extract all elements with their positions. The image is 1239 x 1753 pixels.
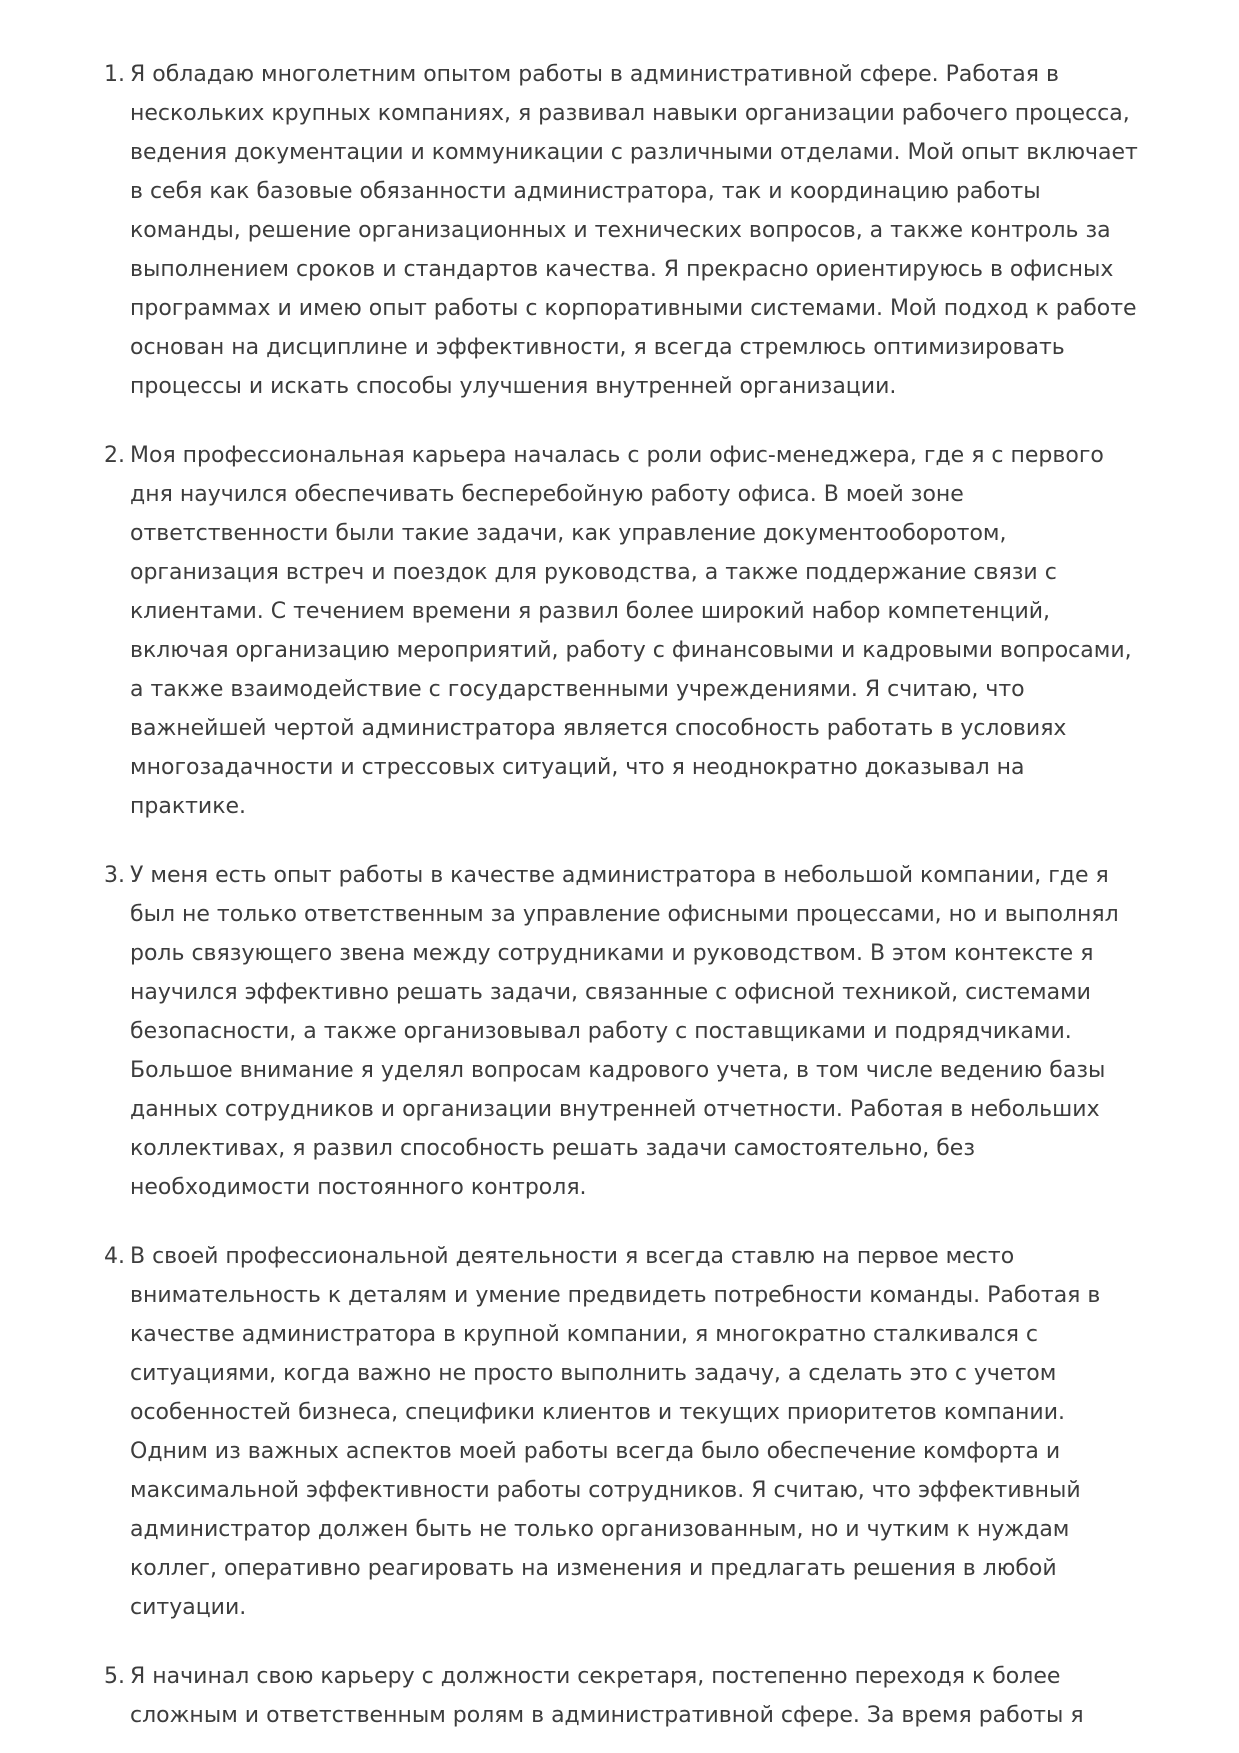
list-item-text: Я начинал свою карьеру с должности секретаря, постепенно переходя к более сложным и ответственным ролям в административной сфере. За время работы я bbox=[130, 1664, 1084, 1728]
list-item bbox=[104, 436, 1140, 826]
list-item-text: В своей профессиональной деятельности я всегда ставлю на первое место внимательность к деталям и умение предвидеть потребности команды. Работая в качестве администратора в крупной компании, я многократно сталкивался с ситуациями, когда важно не просто выполнить задачу, а сделать это с учетом особенностей бизнеса, специфики клиентов и текущих приоритетов компании. Одним из важных аспектов моей работы всегда было обеспечение комфорта и максимальной эффективности работы сотрудников. Я считаю, что эффективный администратор должен быть не только организованным, но и чутким к нуждам коллег, оперативно реагировать на изменения и предлагать решения в любой ситуации. bbox=[130, 1244, 1101, 1620]
list-item bbox=[104, 1657, 1140, 1735]
list-item bbox=[104, 55, 1140, 406]
list-item-text: У меня есть опыт работы в качестве администратора в небольшой компании, где я был не только ответственным за управление офисными процессами, но и выполнял роль связующего звена между сотрудниками и руководством. В этом контексте я научился эффективно решать задачи, связанные с офисной техникой, системами безопасности, а также организовывал работу с поставщиками и подрядчиками. Большое внимание я уделял вопросам кадрового учета, в том числе ведению базы данных сотрудников и организации внутренней отчетности. Работая в небольших коллективах, я развил способность решать задачи самостоятельно, без необходимости постоянного контроля. bbox=[130, 863, 1119, 1200]
list-item-text: Я обладаю многолетним опытом работы в административной сфере. Работая в нескольких крупных компаниях, я развивал навыки организации рабочего процесса, ведения документации и коммуникации с различными отделами. Мой опыт включает в себя как базовые обязанности администратора, так и координацию работы команды, решение организационных и технических вопросов, а также контроль за выполнением сроков и стандартов качества. Я прекрасно ориентируюсь в офисных программах и имею опыт работы с корпоративными системами. Мой подход к работе основан на дисциплине и эффективности, я всегда стремлюсь оптимизировать процессы и искать способы улучшения внутренней организации. bbox=[130, 62, 1138, 399]
list-item-number: 2. bbox=[104, 443, 125, 468]
list-item-number: 1. bbox=[104, 62, 125, 87]
list-item-number: 3. bbox=[104, 863, 125, 888]
numbered-list bbox=[104, 55, 1140, 1735]
list-item bbox=[104, 856, 1140, 1207]
list-item bbox=[104, 1237, 1140, 1627]
list-item-number: 4. bbox=[104, 1244, 125, 1269]
list-item-number: 5. bbox=[104, 1664, 125, 1689]
list-item-text: Моя профессиональная карьера началась с роли офис-менеджера, где я с первого дня научился обеспечивать бесперебойную работу офиса. В моей зоне ответственности были такие задачи, как управление документооборотом, организация встреч и поездок для руководства, а также поддержание связи с клиентами. С течением времени я развил более широкий набор компетенций, включая организацию мероприятий, работу с финансовыми и кадровыми вопросами, а также взаимодействие с государственными учреждениями. Я считаю, что важнейшей чертой администратора является способность работать в условиях многозадачности и стрессовых ситуаций, что я неоднократно доказывал на практике. bbox=[130, 443, 1132, 819]
